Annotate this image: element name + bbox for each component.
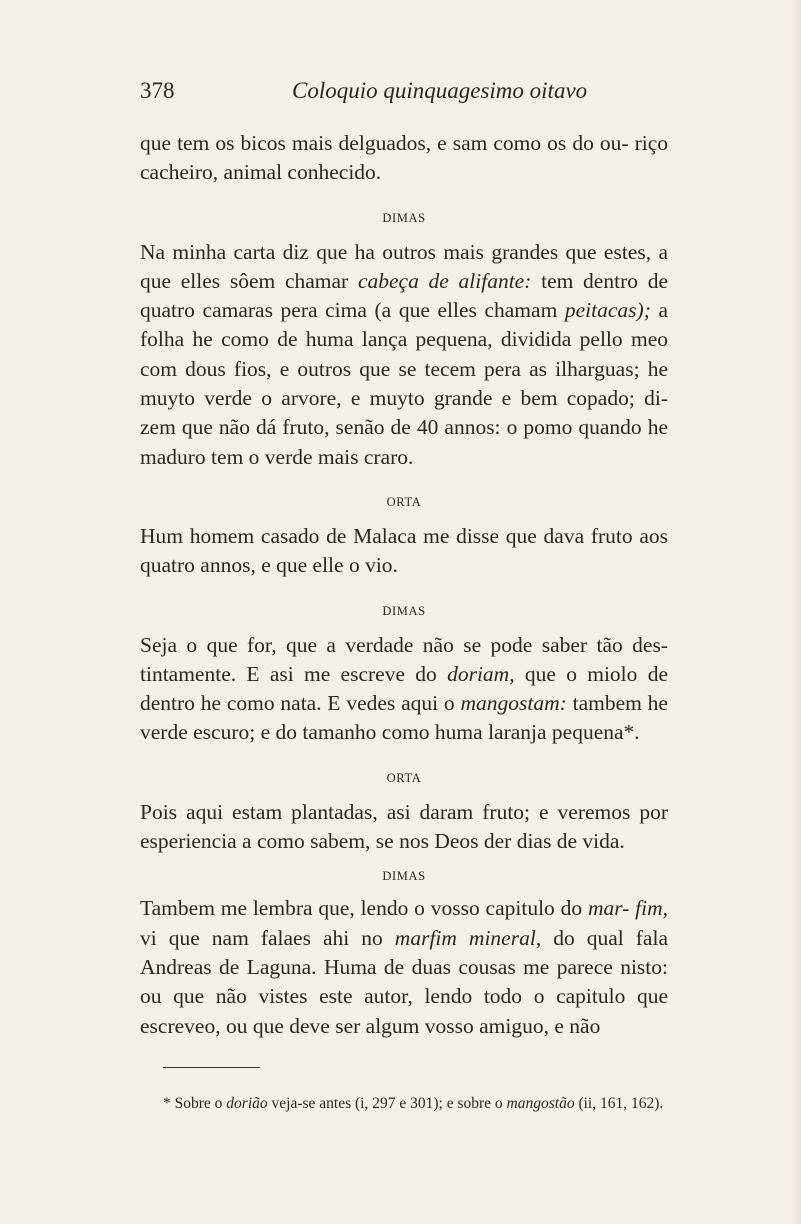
text-run: Tambem me lembra que, lendo o vosso capitulo do — [140, 896, 588, 921]
footnote — [163, 1093, 673, 1115]
speaker-name: DIMAS — [382, 869, 426, 884]
speaker-name: ORTA — [386, 770, 422, 785]
text-run: a folha he como de huma lança pequena, dividida pello meo com dous fios, e outros que se tecem pera as ilharguas; he muyto verde o arvore, e muyto grande e bem copado; di- zem que não dá fruto, senão de 40 annos: o pomo quando he maduro tem o verde mais craro. — [140, 298, 669, 469]
page-edge-shadow — [791, 0, 801, 1224]
italic-term: mar- fim, — [587, 896, 668, 921]
italic-term: doriam, — [447, 661, 515, 686]
text-run: Hum homem casado de Malaca me disse que dava fruto aos quatro annos, e que elle o vio. — [140, 523, 668, 578]
speaker-name: ORTA — [386, 494, 422, 509]
italic-term: peitacas); — [564, 298, 651, 323]
italic-term: mangostam: — [460, 691, 567, 716]
text-run: tambem he verde escuro; e do tamanho como huma laranja pequena*. — [140, 691, 668, 745]
italic-term: dorião — [226, 1095, 268, 1112]
text-run: (ii, 161, 162). — [574, 1095, 664, 1112]
footnote-rule — [163, 1067, 260, 1068]
paragraph — [140, 894, 668, 1040]
running-title: Coloquio quinquagesimo oitavo — [292, 78, 588, 103]
text-run: Pois aqui estam plantadas, asi daram fruto; e veremos por esperiencia a como sabem, se nos Deos der dias de vida. — [140, 799, 668, 854]
paragraph — [140, 631, 668, 748]
text-run: tem dentro de quatro camaras pera cima (a que elles chamam — [140, 268, 668, 323]
text-run: Na minha carta diz que ha outros mais grandes que estes, a que elles sôem chamar — [140, 239, 668, 293]
text-run: Seja o que for, que a verdade não se pode saber tão des- tintamente. E asi me escreve do — [140, 632, 668, 686]
paragraph — [140, 238, 668, 472]
italic-term: marfim mineral, — [394, 925, 542, 950]
text-run: vi que nam falaes ahi no — [140, 925, 395, 950]
page-number: 378 — [140, 78, 175, 103]
paragraph — [140, 798, 668, 857]
text-run: * Sobre o — [163, 1095, 227, 1112]
speaker-name: DIMAS — [382, 603, 426, 618]
text-run: que o miolo de dentro he como nata. E vedes aqui o — [140, 661, 668, 716]
text-run: do qual fala Andreas de Laguna. Huma de duas cousas me parece nisto: ou que não vistes este autor, lendo todo o capitulo que escreveo, ou que deve ser algum vosso amiguo, e não — [140, 925, 668, 1038]
text-run: que tem os bicos mais delguados, e sam como os do ou- riço cacheiro, animal conhecido. — [140, 131, 668, 185]
paragraph — [140, 129, 668, 188]
italic-term: cabeça de alifante: — [357, 268, 532, 293]
speaker-name: DIMAS — [382, 210, 426, 225]
running-header — [140, 78, 660, 108]
italic-term: mangostão — [506, 1095, 575, 1112]
text-run: veja-se antes (i, 297 e 301); e sobre o — [267, 1095, 507, 1112]
body-text — [140, 129, 668, 1041]
paragraph — [140, 522, 668, 581]
